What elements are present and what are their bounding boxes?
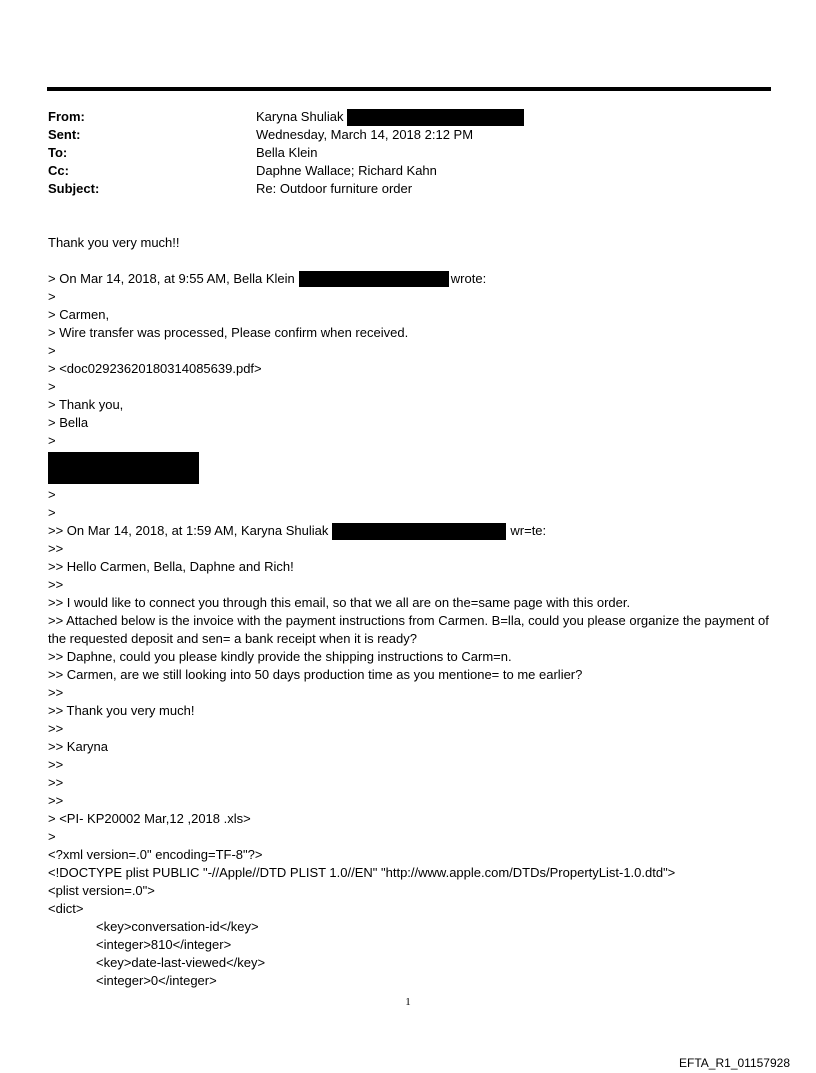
body-line: >> [48,721,64,736]
body-line: >> [48,541,64,556]
bates-number: EFTA_R1_01157928 [679,1056,790,1070]
from-row [48,108,524,126]
body-line: <key>date-last-viewed</key> [96,955,266,970]
body-line: > <doc02923620180314085639.pdf> [48,361,262,376]
cc-label: Cc: [48,163,69,178]
body-line: <key>conversation-id</key> [96,919,259,934]
sent-row [48,126,524,144]
redaction-box [299,271,449,287]
body-line: > [48,343,56,358]
to-value: Bella Klein [256,145,318,160]
body-line: > Carmen, [48,307,110,322]
body-line: > [48,433,56,448]
redaction-box [48,452,199,484]
body-line: >> [48,577,64,592]
header-rule [47,87,771,91]
body-line: > On Mar 14, 2018, at 9:55 AM, Bella Klein wrote: [48,271,487,286]
body-line: >> Attached below is the invoice with the payment instructions from Carmen. B=lla, could you please organize the payment of the requested deposit and sen= a bank receipt when it is ready? [48,613,769,646]
body-line: <!DOCTYPE plist PUBLIC "-//Apple//DTD PLIST 1.0//EN" "http://www.apple.com/DTDs/PropertyList-1.0.dtd"> [48,865,676,880]
body-line: >> I would like to connect you through this email, so that we all are on the=same page with this order. [48,595,631,610]
body-line: >> Hello Carmen, Bella, Daphne and Rich! [48,559,294,574]
body-line: <integer>0</integer> [96,973,217,988]
cc-value: Daphne Wallace; Richard Kahn [256,163,437,178]
email-header [48,108,524,198]
cc-row [48,162,524,180]
email-body [48,234,788,990]
body-line: >> Carmen, are we still looking into 50 days production time as you mentione= to me earlier? [48,667,583,682]
body-line: <integer>810</integer> [96,937,232,952]
subject-value: Re: Outdoor furniture order [256,181,413,196]
sent-label: Sent: [48,127,81,142]
sent-value: Wednesday, March 14, 2018 2:12 PM [256,127,474,142]
body-line: > [48,289,56,304]
body-line: > Thank you, [48,397,124,412]
body-line: <dict> [48,901,84,916]
page-number: 1 [405,996,411,1008]
body-line: > [48,379,56,394]
from-label: From: [48,109,85,124]
body-line: > <PI- KP20002 Mar,12 ,2018 .xls> [48,811,251,826]
body-line: <plist version=.0"> [48,883,155,898]
body-line: >> [48,775,64,790]
body-line: > Wire transfer was processed, Please confirm when received. [48,325,409,340]
body-line: > [48,829,56,844]
body-line: >> [48,757,64,772]
body-line: >> Karyna [48,739,108,754]
redaction-box [347,109,524,126]
to-label: To: [48,145,68,160]
body-line: > [48,505,56,520]
subject-row [48,180,524,198]
redaction-box [332,523,506,540]
body-line: >> Thank you very much! [48,703,195,718]
body-line [48,450,788,486]
body-line: >> On Mar 14, 2018, at 1:59 AM, Karyna Shuliak wr=te: [48,523,547,538]
body-line: Thank you very much!! [48,235,180,250]
body-line: >> [48,685,64,700]
body-line: >> [48,793,64,808]
body-line: >> Daphne, could you please kindly provide the shipping instructions to Carm=n. [48,649,512,664]
body-line: <?xml version=.0" encoding=TF-8"?> [48,847,263,862]
to-row [48,144,524,162]
body-line: > [48,487,56,502]
from-value: Karyna Shuliak [256,109,344,124]
body-line: > Bella [48,415,89,430]
subject-label: Subject: [48,181,100,196]
